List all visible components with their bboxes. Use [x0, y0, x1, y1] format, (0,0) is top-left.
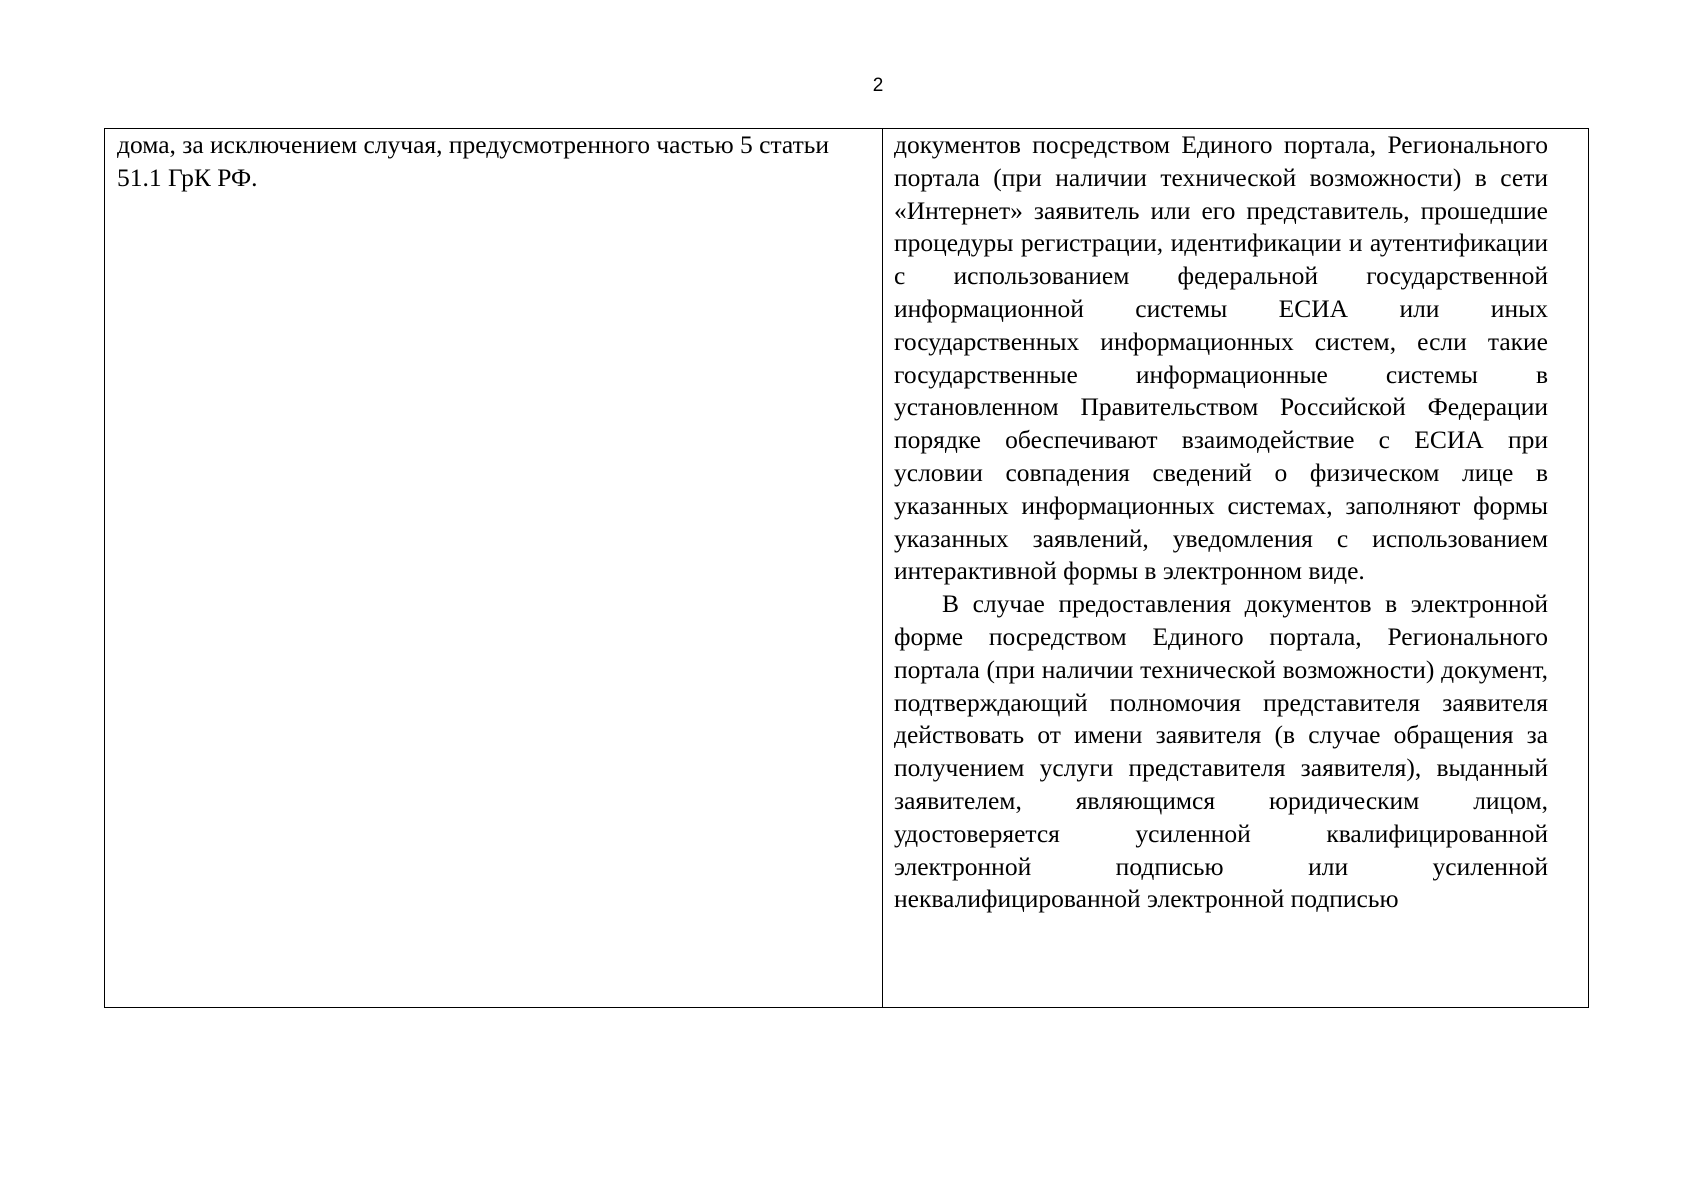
left-cell-text: дома, за исключением случая, предусмотренного частью 5 статьи 51.1 ГрК РФ.	[117, 130, 829, 192]
table-cell-right	[894, 129, 1548, 916]
document-table	[104, 128, 1589, 1008]
right-cell-paragraph-2: В случае предоставления документов в электронной форме посредством Единого портала, Регионального портала (при наличии технической возможности) документ, подтверждающий полномочия представителя заявителя действовать от имени заявителя (в случае обращения за получением услуги представителя заявителя), выданный заявителем, являющимся юридическим лицом, удостоверяется усиленной квалифицированной электронной подписью или усиленной неквалифицированной электронной подписью	[894, 589, 1548, 914]
page-number: 2	[872, 75, 884, 96]
table-cell-left	[117, 129, 857, 195]
column-divider	[882, 129, 883, 1007]
right-cell-paragraph-1: документов посредством Единого портала, Регионального портала (при наличии технической возможности) в сети «Интернет» заявитель или его представитель, прошедшие процедуры регистрации, идентификации и аутентификации с использованием федеральной государственной информационной системы ЕСИА или иных государственных информационных систем, если такие государственные информационные системы в установленном Правительством Российской Федерации порядке обеспечивают взаимодействие с ЕСИА при условии совпадения сведений о физическом лице в указанных информационных системах, заполняют формы указанных заявлений, уведомления с использованием интерактивной формы в электронном виде.	[894, 130, 1548, 586]
